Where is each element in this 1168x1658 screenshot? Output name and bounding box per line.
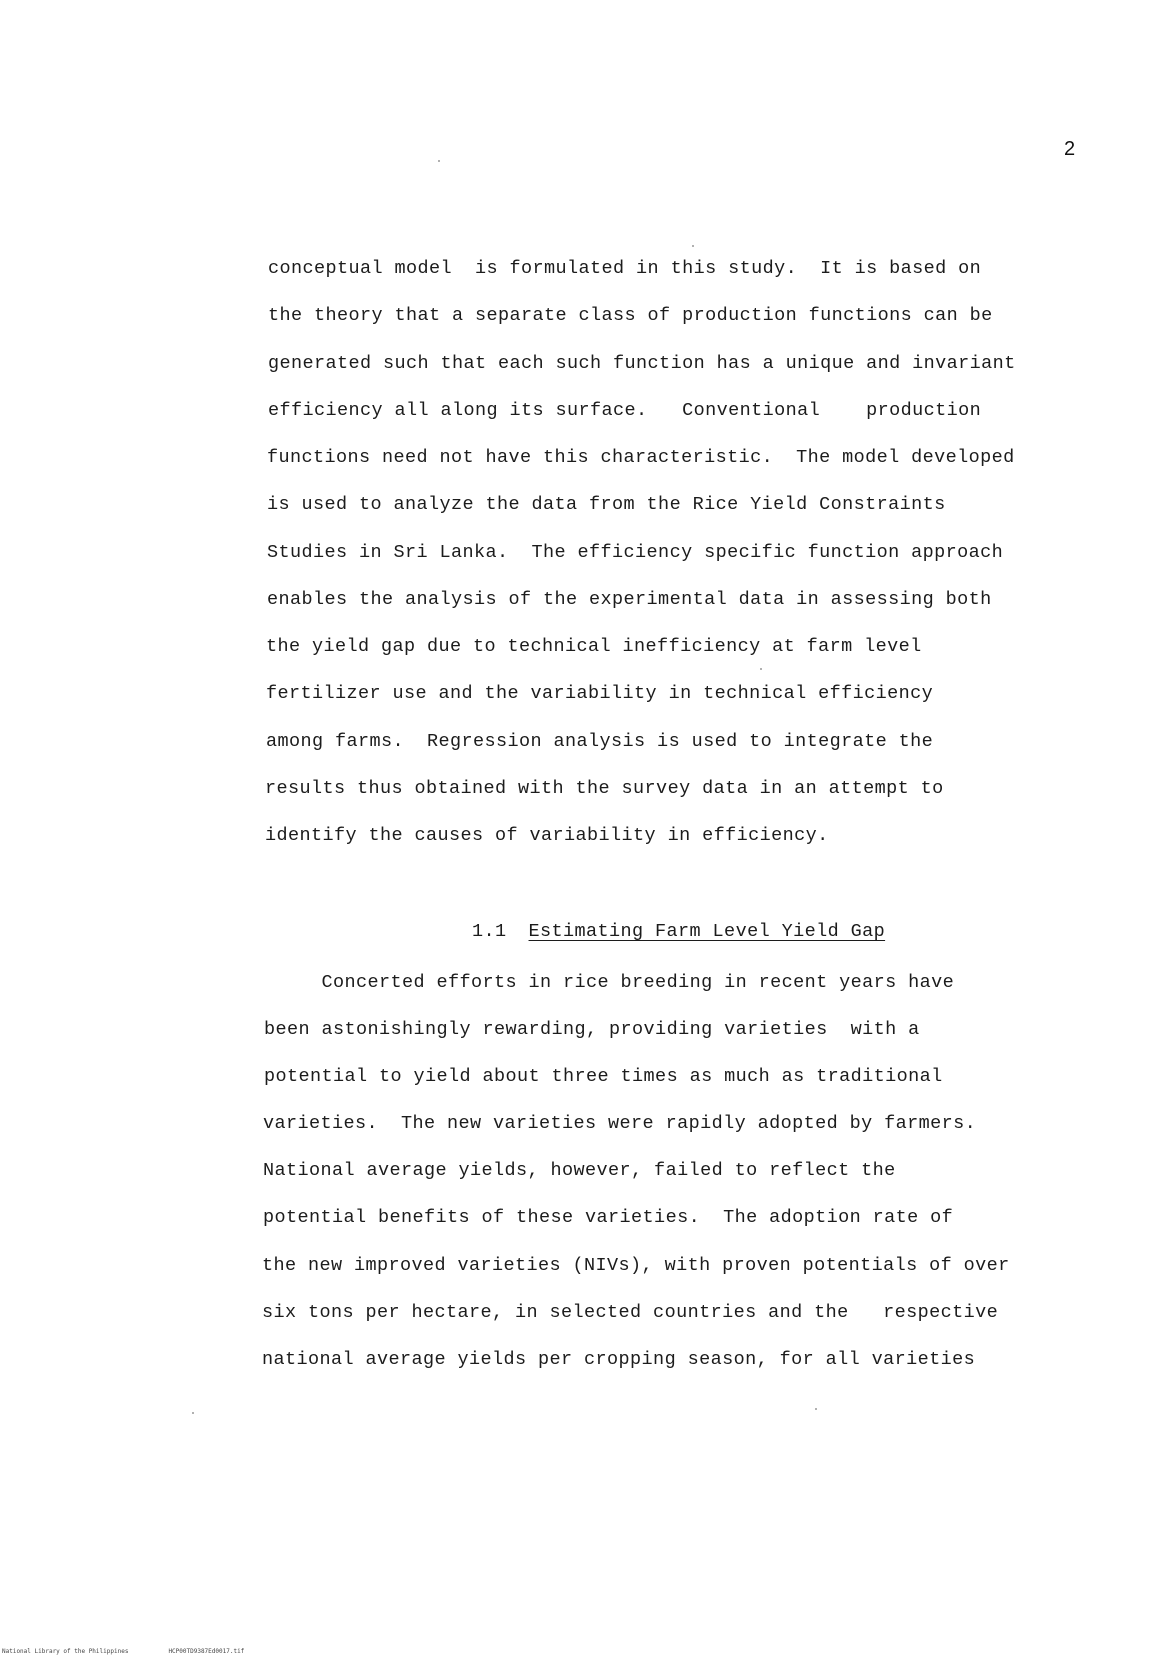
text-line: generated such that each such function has a unique and invariant — [268, 353, 1016, 374]
scan-speck — [815, 1408, 817, 1410]
text-line: the yield gap due to technical inefficiency at farm level — [266, 636, 922, 657]
scan-speck — [692, 245, 694, 247]
scan-speck — [438, 160, 440, 162]
footer-library: National Library of the Philippines — [2, 1648, 129, 1655]
page-number: 2 — [1064, 138, 1076, 160]
text-line: been astonishingly rewarding, providing varieties with a — [264, 1019, 920, 1040]
section-number: 1.1 — [472, 921, 507, 942]
text-line: potential to yield about three times as much as traditional — [264, 1066, 943, 1087]
text-line: enables the analysis of the experimental data in assessing both — [267, 589, 992, 610]
scan-speck — [192, 1412, 194, 1414]
text-line: functions need not have this characteristic. The model developed — [267, 447, 1015, 468]
text-line: National average yields, however, failed to reflect the — [263, 1160, 896, 1181]
text-line: is used to analyze the data from the Rice Yield Constraints — [267, 494, 946, 515]
footer-code: HCP00TD9387Ed0017.tif — [168, 1648, 245, 1655]
text-line: national average yields per cropping season, for all varieties — [262, 1349, 976, 1370]
text-line: Concerted efforts in rice breeding in recent years have — [264, 972, 955, 993]
text-line: identify the causes of variability in efficiency. — [265, 825, 829, 846]
scan-speck — [760, 668, 762, 670]
text-line: fertilizer use and the variability in technical efficiency — [266, 683, 934, 704]
text-line: potential benefits of these varieties. The adoption rate of — [263, 1207, 954, 1228]
section-title: Estimating Farm Level Yield Gap — [528, 921, 886, 942]
text-line: varieties. The new varieties were rapidly adopted by farmers. — [263, 1113, 977, 1134]
text-line: results thus obtained with the survey data in an attempt to — [265, 778, 944, 799]
text-line: the new improved varieties (NIVs), with proven potentials of over — [262, 1255, 1010, 1276]
text-line: conceptual model is formulated in this study. It is based on — [268, 258, 982, 279]
section-heading — [426, 900, 885, 963]
text-line: Studies in Sri Lanka. The efficiency specific function approach — [267, 542, 1004, 563]
text-line: efficiency all along its surface. Conventional production — [268, 400, 982, 421]
text-line: among farms. Regression analysis is used to integrate the — [266, 731, 934, 752]
text-line: the theory that a separate class of production functions can be — [268, 305, 993, 326]
text-line: six tons per hectare, in selected countries and the respective — [262, 1302, 999, 1323]
scan-footer — [2, 1648, 244, 1655]
